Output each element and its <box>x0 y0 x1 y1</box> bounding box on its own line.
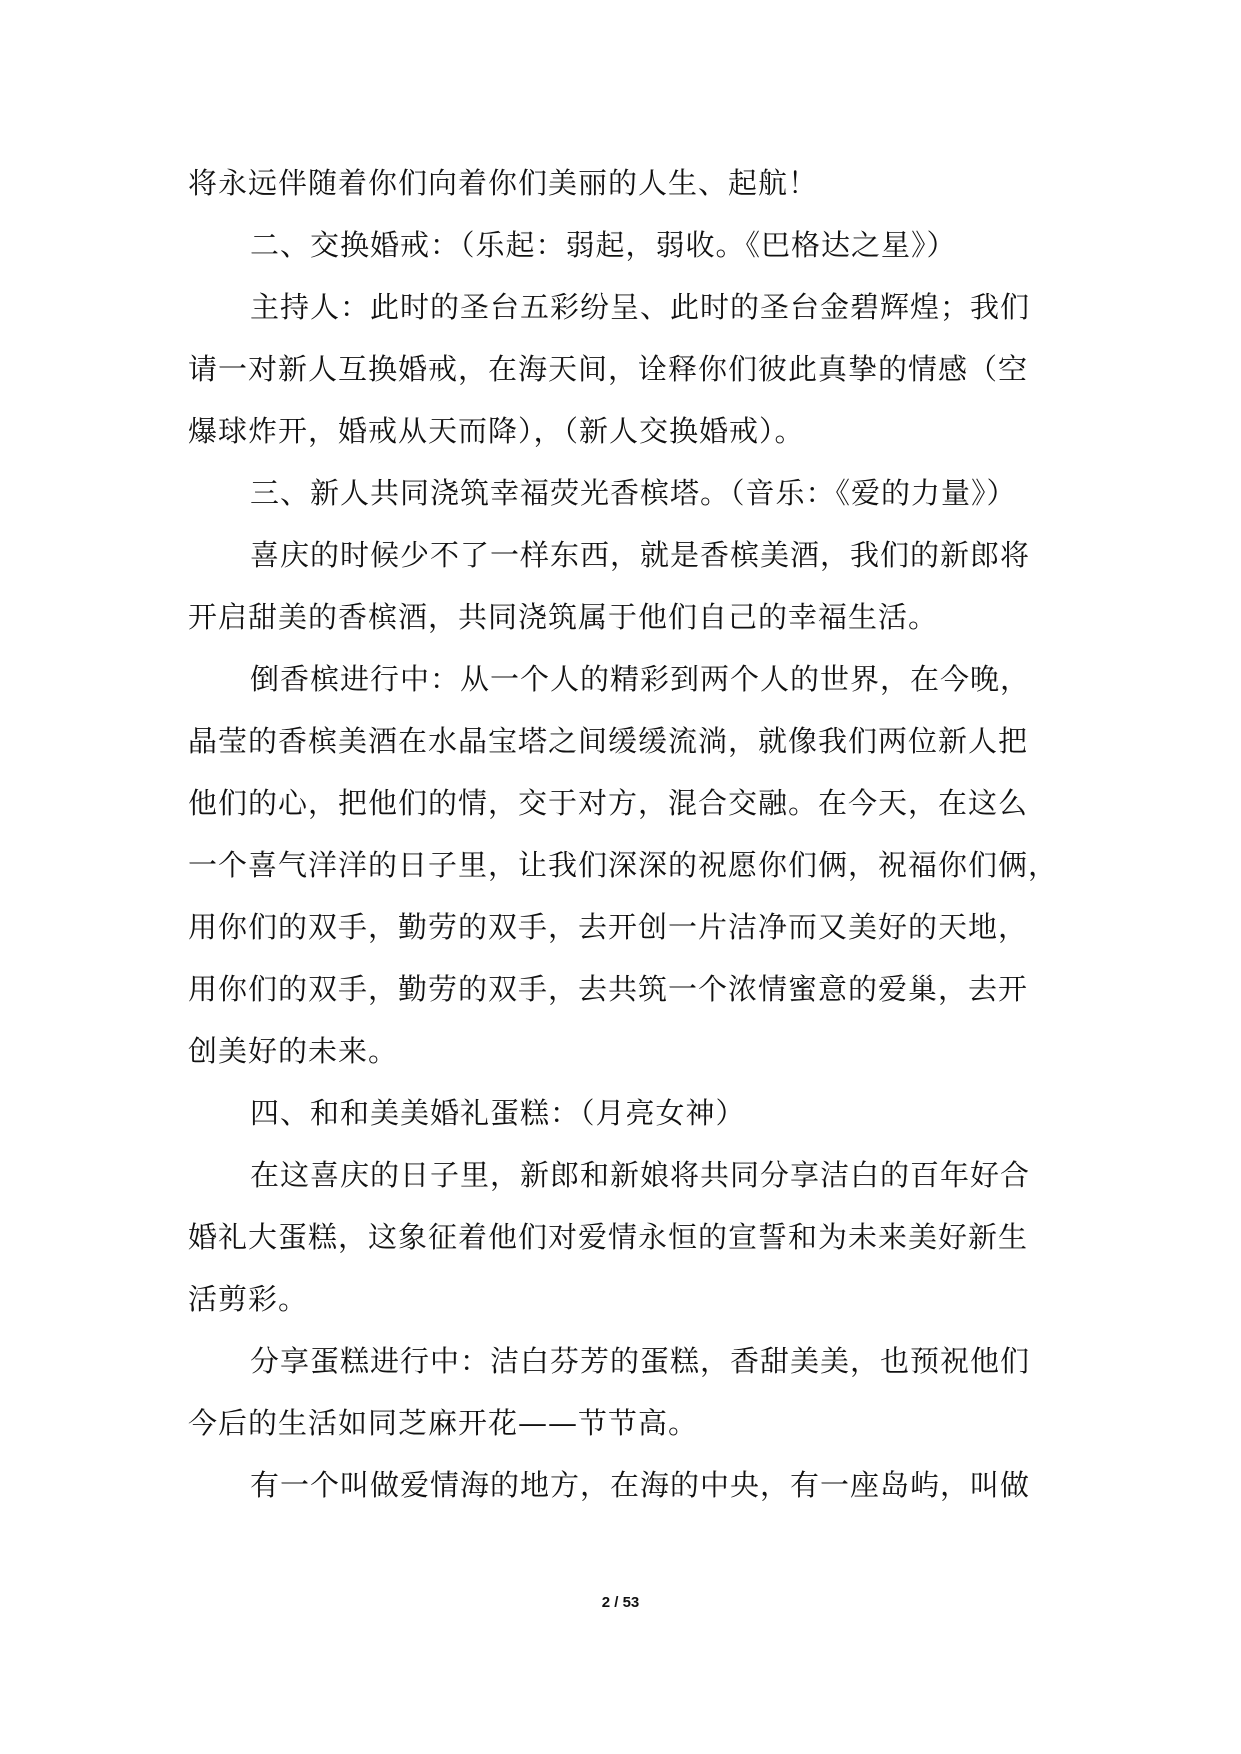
text-line: 喜庆的时候少不了一样东西，就是香槟美酒，我们的新郎将 <box>250 538 1031 572</box>
document-body <box>188 152 1068 1516</box>
text-line: 一个喜气洋洋的日子里，让我们深深的祝愿你们俩，祝福你们俩， <box>188 848 1059 882</box>
text-line: 开启甜美的香槟酒，共同浇筑属于他们自己的幸福生活。 <box>188 600 939 634</box>
text-line: 在这喜庆的日子里，新郎和新娘将共同分享洁白的百年好合 <box>250 1158 1031 1192</box>
text-line: 他们的心，把他们的情，交于对方，混合交融。在今天，在这么 <box>188 786 1029 820</box>
text-line: 活剪彩。 <box>188 1282 309 1316</box>
text-line: 婚礼大蛋糕，这象征着他们对爱情永恒的宣誓和为未来美好新生 <box>188 1220 1029 1254</box>
section-heading: 三、新人共同浇筑幸福荧光香槟塔。（音乐：《爱的力量》） <box>250 476 1017 510</box>
text-line: 创美好的未来。 <box>188 1034 399 1068</box>
page-number: 2 / 53 <box>601 1594 640 1611</box>
text-line: 分享蛋糕进行中：洁白芬芳的蛋糕，香甜美美，也预祝他们 <box>250 1344 1031 1378</box>
text-line: 请一对新人互换婚戒，在海天间，诠释你们彼此真挚的情感（空 <box>188 352 1029 386</box>
text-line: 晶莹的香槟美酒在水晶宝塔之间缓缓流淌，就像我们两位新人把 <box>188 724 1029 758</box>
text-line: 将永远伴随着你们向着你们美丽的人生、起航！ <box>188 166 819 200</box>
text-line: 用你们的双手，勤劳的双手，去开创一片洁净而又美好的天地， <box>188 910 1029 944</box>
text-line: 有一个叫做爱情海的地方，在海的中央，有一座岛屿，叫做 <box>250 1468 1031 1502</box>
text-line: 主持人：此时的圣台五彩纷呈、此时的圣台金碧辉煌；我们 <box>250 290 1031 324</box>
section-heading: 二、交换婚戒：（乐起：弱起，弱收。《巴格达之星》） <box>250 228 957 262</box>
text-line: 爆球炸开，婚戒从天而降），（新人交换婚戒）。 <box>188 414 805 448</box>
text-line: 用你们的双手，勤劳的双手，去共筑一个浓情蜜意的爱巢，去开 <box>188 972 1029 1006</box>
text-line: 倒香槟进行中：从一个人的精彩到两个人的世界，在今晚， <box>250 662 1031 696</box>
text-line: 今后的生活如同芝麻开花——节节高。 <box>188 1406 699 1440</box>
section-heading: 四、和和美美婚礼蛋糕：（月亮女神） <box>250 1096 746 1130</box>
